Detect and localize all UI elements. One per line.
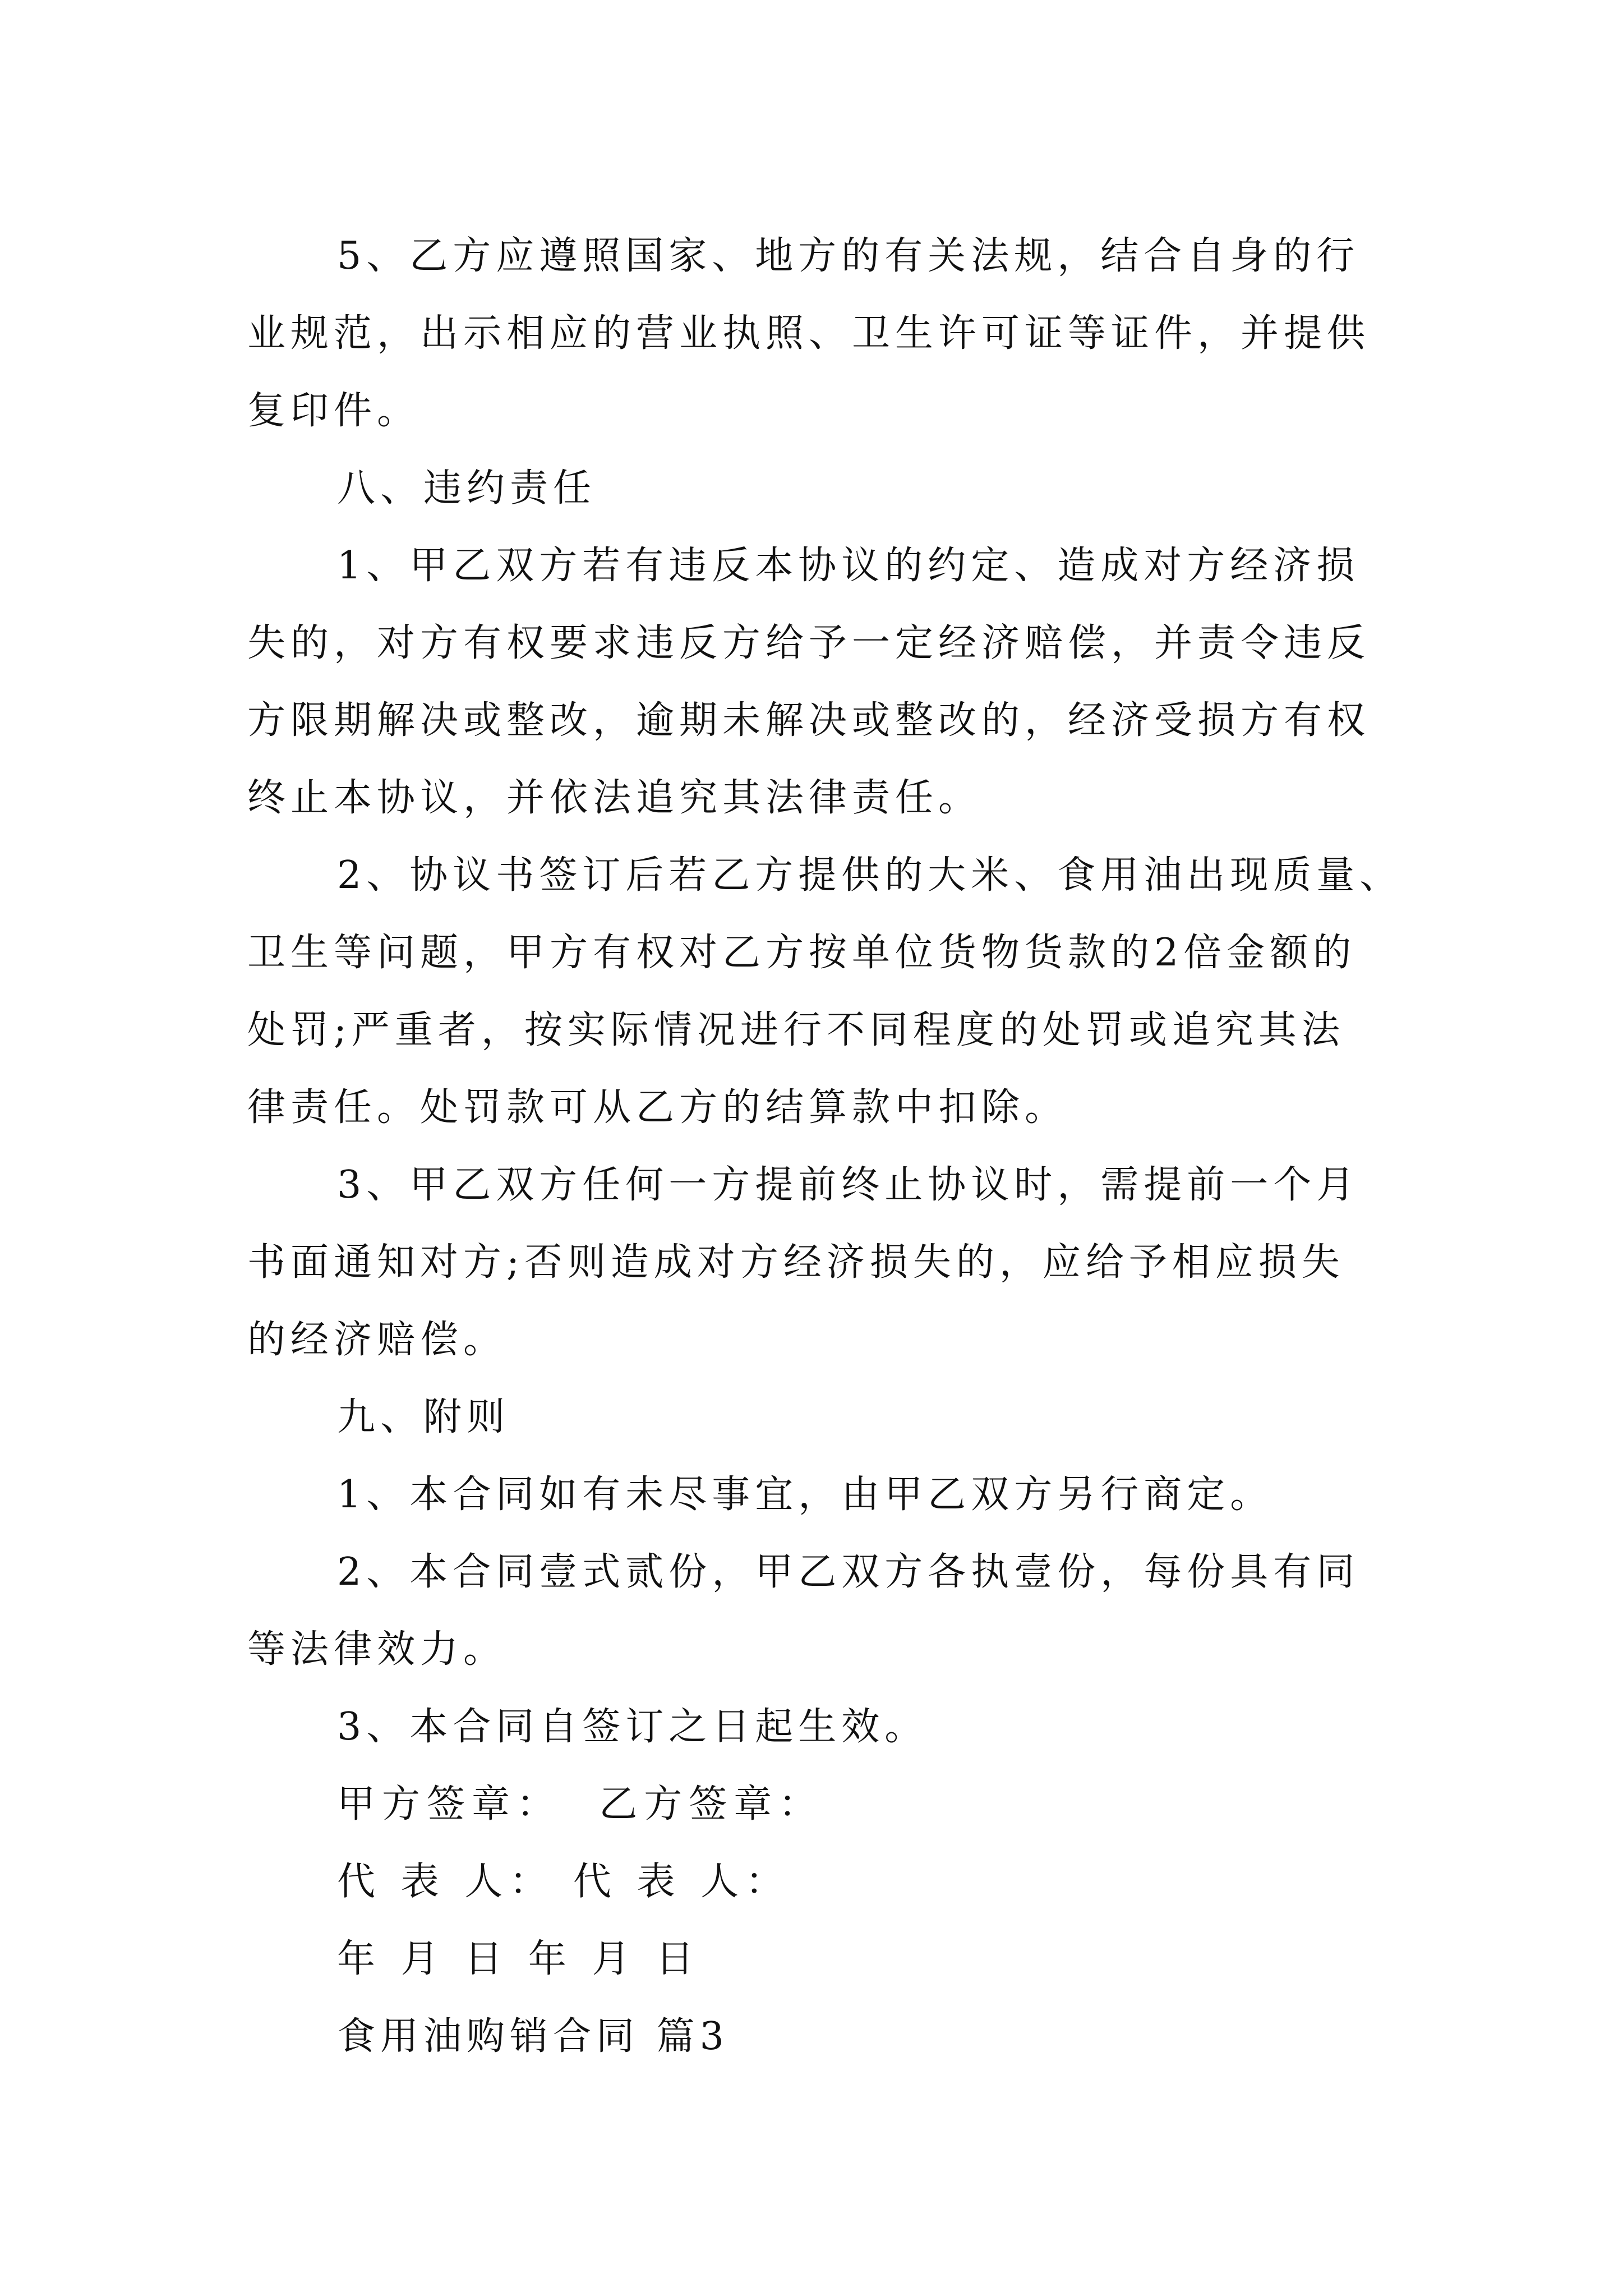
paragraph-line: 2、协议书签订后若乙方提供的大米、食用油出现质量、 <box>337 853 1403 898</box>
date-line: 年 月 日 年 月 日 <box>337 1937 701 1981</box>
paragraph-line: 书面通知对方;否则造成对方经济损失的，应给予相应损失 <box>247 1240 1345 1285</box>
paragraph-line: 1、本合同如有未尽事宜，由甲乙双方另行商定。 <box>337 1473 1274 1517</box>
paragraph-line: 的经济赔偿。 <box>247 1318 507 1362</box>
representative-line: 代 表 人： 代 表 人： <box>337 1860 791 1904</box>
signature-line: 甲方签章： 乙方签章： <box>337 1782 824 1826</box>
paragraph-line: 方限期解决或整改，逾期未解决或整改的，经济受损方有权 <box>247 698 1371 743</box>
paragraph-line: 2、本合同壹式贰份，甲乙双方各执壹份，每份具有同 <box>337 1550 1360 1594</box>
paragraph-line: 1、甲乙双方若有违反本协议的约定、造成对方经济损 <box>337 544 1360 588</box>
section-heading: 九、附则 <box>337 1395 510 1439</box>
paragraph-line: 终止本协议，并依法追究其法律责任。 <box>247 776 982 820</box>
paragraph-line: 3、甲乙双方任何一方提前终止协议时，需提前一个月 <box>337 1163 1360 1207</box>
paragraph-line: 失的，对方有权要求违反方给予一定经济赔偿，并责令违反 <box>247 621 1371 665</box>
paragraph-line: 业规范，出示相应的营业执照、卫生许可证等证件，并提供 <box>247 311 1371 356</box>
paragraph-line: 3、本合同自签订之日起生效。 <box>337 1705 928 1749</box>
paragraph-line: 律责任。处罚款可从乙方的结算款中扣除。 <box>247 1085 1068 1130</box>
paragraph-line: 处罚;严重者，按实际情况进行不同程度的处罚或追究其法 <box>247 1008 1345 1052</box>
paragraph-line: 复印件。 <box>247 389 421 433</box>
paragraph-line: 卫生等问题，甲方有权对乙方按单位货物货款的2倍金额的 <box>247 931 1357 975</box>
section-heading: 八、违约责任 <box>337 466 597 510</box>
paragraph-line: 5、乙方应遵照国家、地方的有关法规，结合自身的行 <box>337 234 1360 278</box>
paragraph-line: 等法律效力。 <box>247 1627 507 1672</box>
document-body <box>247 218 1403 2076</box>
next-section-title: 食用油购销合同 篇3 <box>337 2014 729 2059</box>
